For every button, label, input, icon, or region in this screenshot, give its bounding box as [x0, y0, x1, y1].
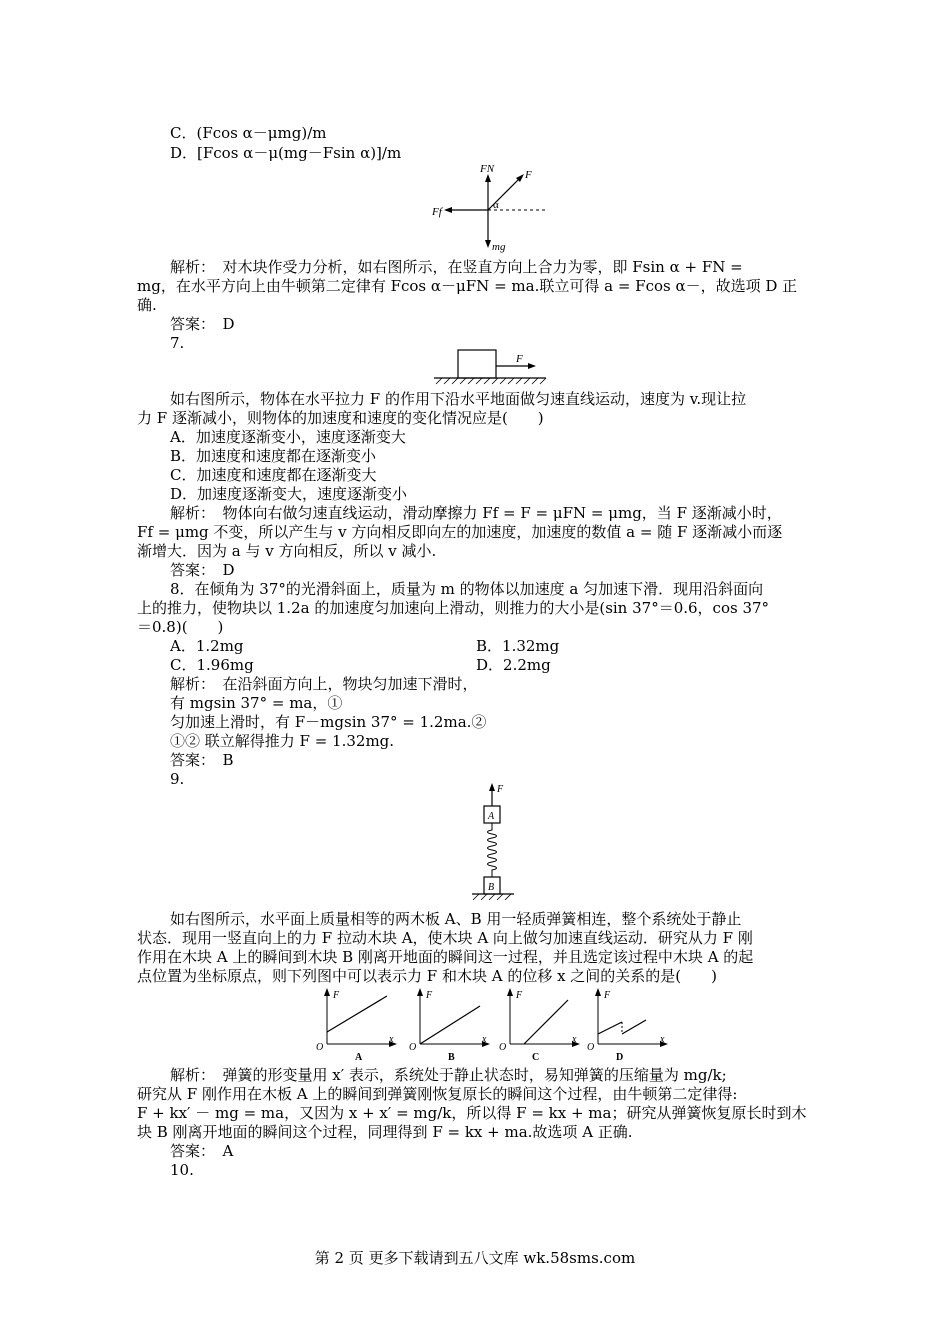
graph-d-o: O	[587, 1042, 595, 1053]
q8-stem-3: ＝0.8)( )	[137, 618, 224, 636]
q7-stem-1: 如右图所示，物体在水平拉力 F 的作用下沿水平地面做匀速直线运动，速度为 v.现让拉	[170, 390, 747, 408]
graph-b-o: O	[409, 1042, 417, 1053]
block-diagram	[430, 346, 550, 386]
ff-label: Ff	[432, 206, 442, 218]
block-a-label: A	[488, 811, 495, 822]
q7-option-c: C．加速度和速度都在逐渐变大	[170, 466, 377, 484]
graph-d-f: F	[604, 990, 611, 1001]
q9-stem-4: 点位置为坐标原点，则下列图中可以表示力 F 和木块 A 的位移 x 之间的关系的是( )	[137, 967, 718, 985]
q7-analysis-1: 解析： 物体向右做匀速直线运动，滑动摩擦力 Ff = F = μFN = μmg，当 F 逐渐减小时，	[170, 504, 782, 522]
q10-number: 10.	[170, 1161, 194, 1179]
q8-option-d: D．2.2mg	[476, 656, 551, 674]
f-label: F	[525, 169, 532, 181]
q8-answer: 答案： B	[170, 751, 234, 769]
spring-diagram	[470, 780, 520, 902]
q6-option-d: D．[Fcos α－μ(mg－Fsin α)]/m	[170, 144, 402, 162]
q9-analysis-1: 解析： 弹簧的形变量用 x′ 表示，系统处于静止状态时，易知弹簧的压缩量为 mg/k;	[170, 1066, 727, 1084]
q7-analysis-3: 渐增大．因为 a 与 v 方向相反，所以 v 减小.	[137, 542, 437, 560]
q9-stem-2: 状态．现用一竖直向上的力 F 拉动木块 A，使木块 A 向上做匀加速直线运动．研究从力 F 刚	[137, 929, 753, 947]
q7-number: 7.	[170, 334, 185, 352]
q6-analysis-3: 确.	[137, 296, 157, 314]
graph-d-label: D	[616, 1052, 624, 1063]
graph-c-f: F	[516, 990, 523, 1001]
q8-stem-1: 8．在倾角为 37°的光滑斜面上，质量为 m 的物体以加速度 a 匀加速下滑．现用沿斜面向	[170, 580, 764, 598]
q8-option-c: C．1.96mg	[170, 656, 254, 674]
graph-c	[496, 984, 586, 1064]
q8-analysis-4: ①② 联立解得推力 F = 1.32mg.	[170, 732, 395, 750]
q9-analysis-4: 块 B 刚离开地面的瞬间这个过程，同理得到 F = kx + ma.故选项 A 正确.	[137, 1123, 633, 1141]
q9-f-label: F	[497, 784, 504, 795]
fn-label: FN	[480, 163, 495, 175]
q9-answer: 答案： A	[170, 1142, 234, 1160]
q8-analysis-2: 有 mgsin 37° = ma，①	[170, 694, 343, 712]
graph-c-o: O	[499, 1042, 507, 1053]
q7-analysis-2: Ff = μmg 不变，所以产生与 v 方向相反即向左的加速度，加速度的数值 a = 随 F 逐渐减小而逐	[137, 523, 783, 541]
page-footer: 第 2 页 更多下载请到五八文库 wk.58sms.com	[314, 1249, 636, 1267]
graph-d	[584, 984, 674, 1064]
graph-a-f: F	[333, 990, 340, 1001]
q7-answer: 答案： D	[170, 561, 235, 579]
q6-answer: 答案： D	[170, 315, 235, 333]
q8-option-b: B．1.32mg	[476, 637, 560, 655]
block-b-label: B	[488, 882, 495, 893]
q9-analysis-3: F + kx′ － mg = ma，又因为 x + x′ = mg/k，所以得 F = kx + ma；研究从弹簧恢复原长时到木	[137, 1104, 807, 1122]
graph-a-x: x	[389, 1034, 394, 1045]
q9-stem-3: 作用在木块 A 上的瞬间到木块 B 刚离开地面的瞬间这一过程，并且选定该过程中木块 A 的起	[137, 948, 754, 966]
q9-analysis-2: 研究从 F 刚作用在木板 A 上的瞬间到弹簧刚恢复原长的瞬间这个过程，由牛顿第二定律得:	[137, 1085, 738, 1103]
graph-b	[406, 984, 496, 1064]
q7-option-d: D．加速度逐渐变大，速度逐渐变小	[170, 485, 408, 503]
graph-a-label: A	[355, 1052, 363, 1063]
q9-stem-1: 如右图所示，水平面上质量相等的两木板 A、B 用一轻质弹簧相连，整个系统处于静止	[170, 910, 742, 928]
q9-number: 9.	[170, 770, 185, 788]
q7-option-a: A．加速度逐渐变小，速度逐渐变大	[170, 428, 406, 446]
q8-analysis-3: 匀加速上滑时，有 F－mgsin 37° = 1.2ma.②	[170, 713, 487, 731]
force-diagram	[430, 160, 555, 256]
q6-option-c: C．(Fcos α－μmg)/m	[170, 124, 327, 142]
graph-d-x: x	[660, 1034, 665, 1045]
graph-b-f: F	[426, 990, 433, 1001]
q8-analysis-1: 解析： 在沿斜面方向上，物块匀加速下滑时，	[170, 675, 478, 693]
alpha-label: α	[493, 199, 499, 211]
q6-analysis-1: 解析： 对木块作受力分析，如右图所示，在竖直方向上合力为零，即 Fsin α + FN =	[170, 258, 743, 276]
q6-analysis-2: mg，在水平方向上由牛顿第二定律有 Fcos α－μFN = ma.联立可得 a = Fcos α－，故选项 D 正	[137, 277, 798, 295]
graph-b-x: x	[482, 1034, 487, 1045]
graph-a	[313, 984, 403, 1064]
q7-option-b: B．加速度和速度都在逐渐变小	[170, 447, 377, 465]
graph-b-label: B	[448, 1052, 455, 1063]
q7-stem-2: 力 F 逐渐减小，则物体的加速度和速度的变化情况应是( )	[137, 409, 544, 427]
q8-option-a: A．1.2mg	[170, 637, 244, 655]
graph-c-x: x	[572, 1034, 577, 1045]
q8-stem-2: 上的推力，使物块以 1.2a 的加速度匀加速向上滑动，则推力的大小是(sin 37°＝0.6，cos 37°	[137, 599, 770, 617]
q7-f-label: F	[516, 353, 523, 365]
graph-c-label: C	[532, 1052, 540, 1063]
graph-a-o: O	[316, 1042, 324, 1053]
mg-label: mg	[492, 241, 506, 253]
